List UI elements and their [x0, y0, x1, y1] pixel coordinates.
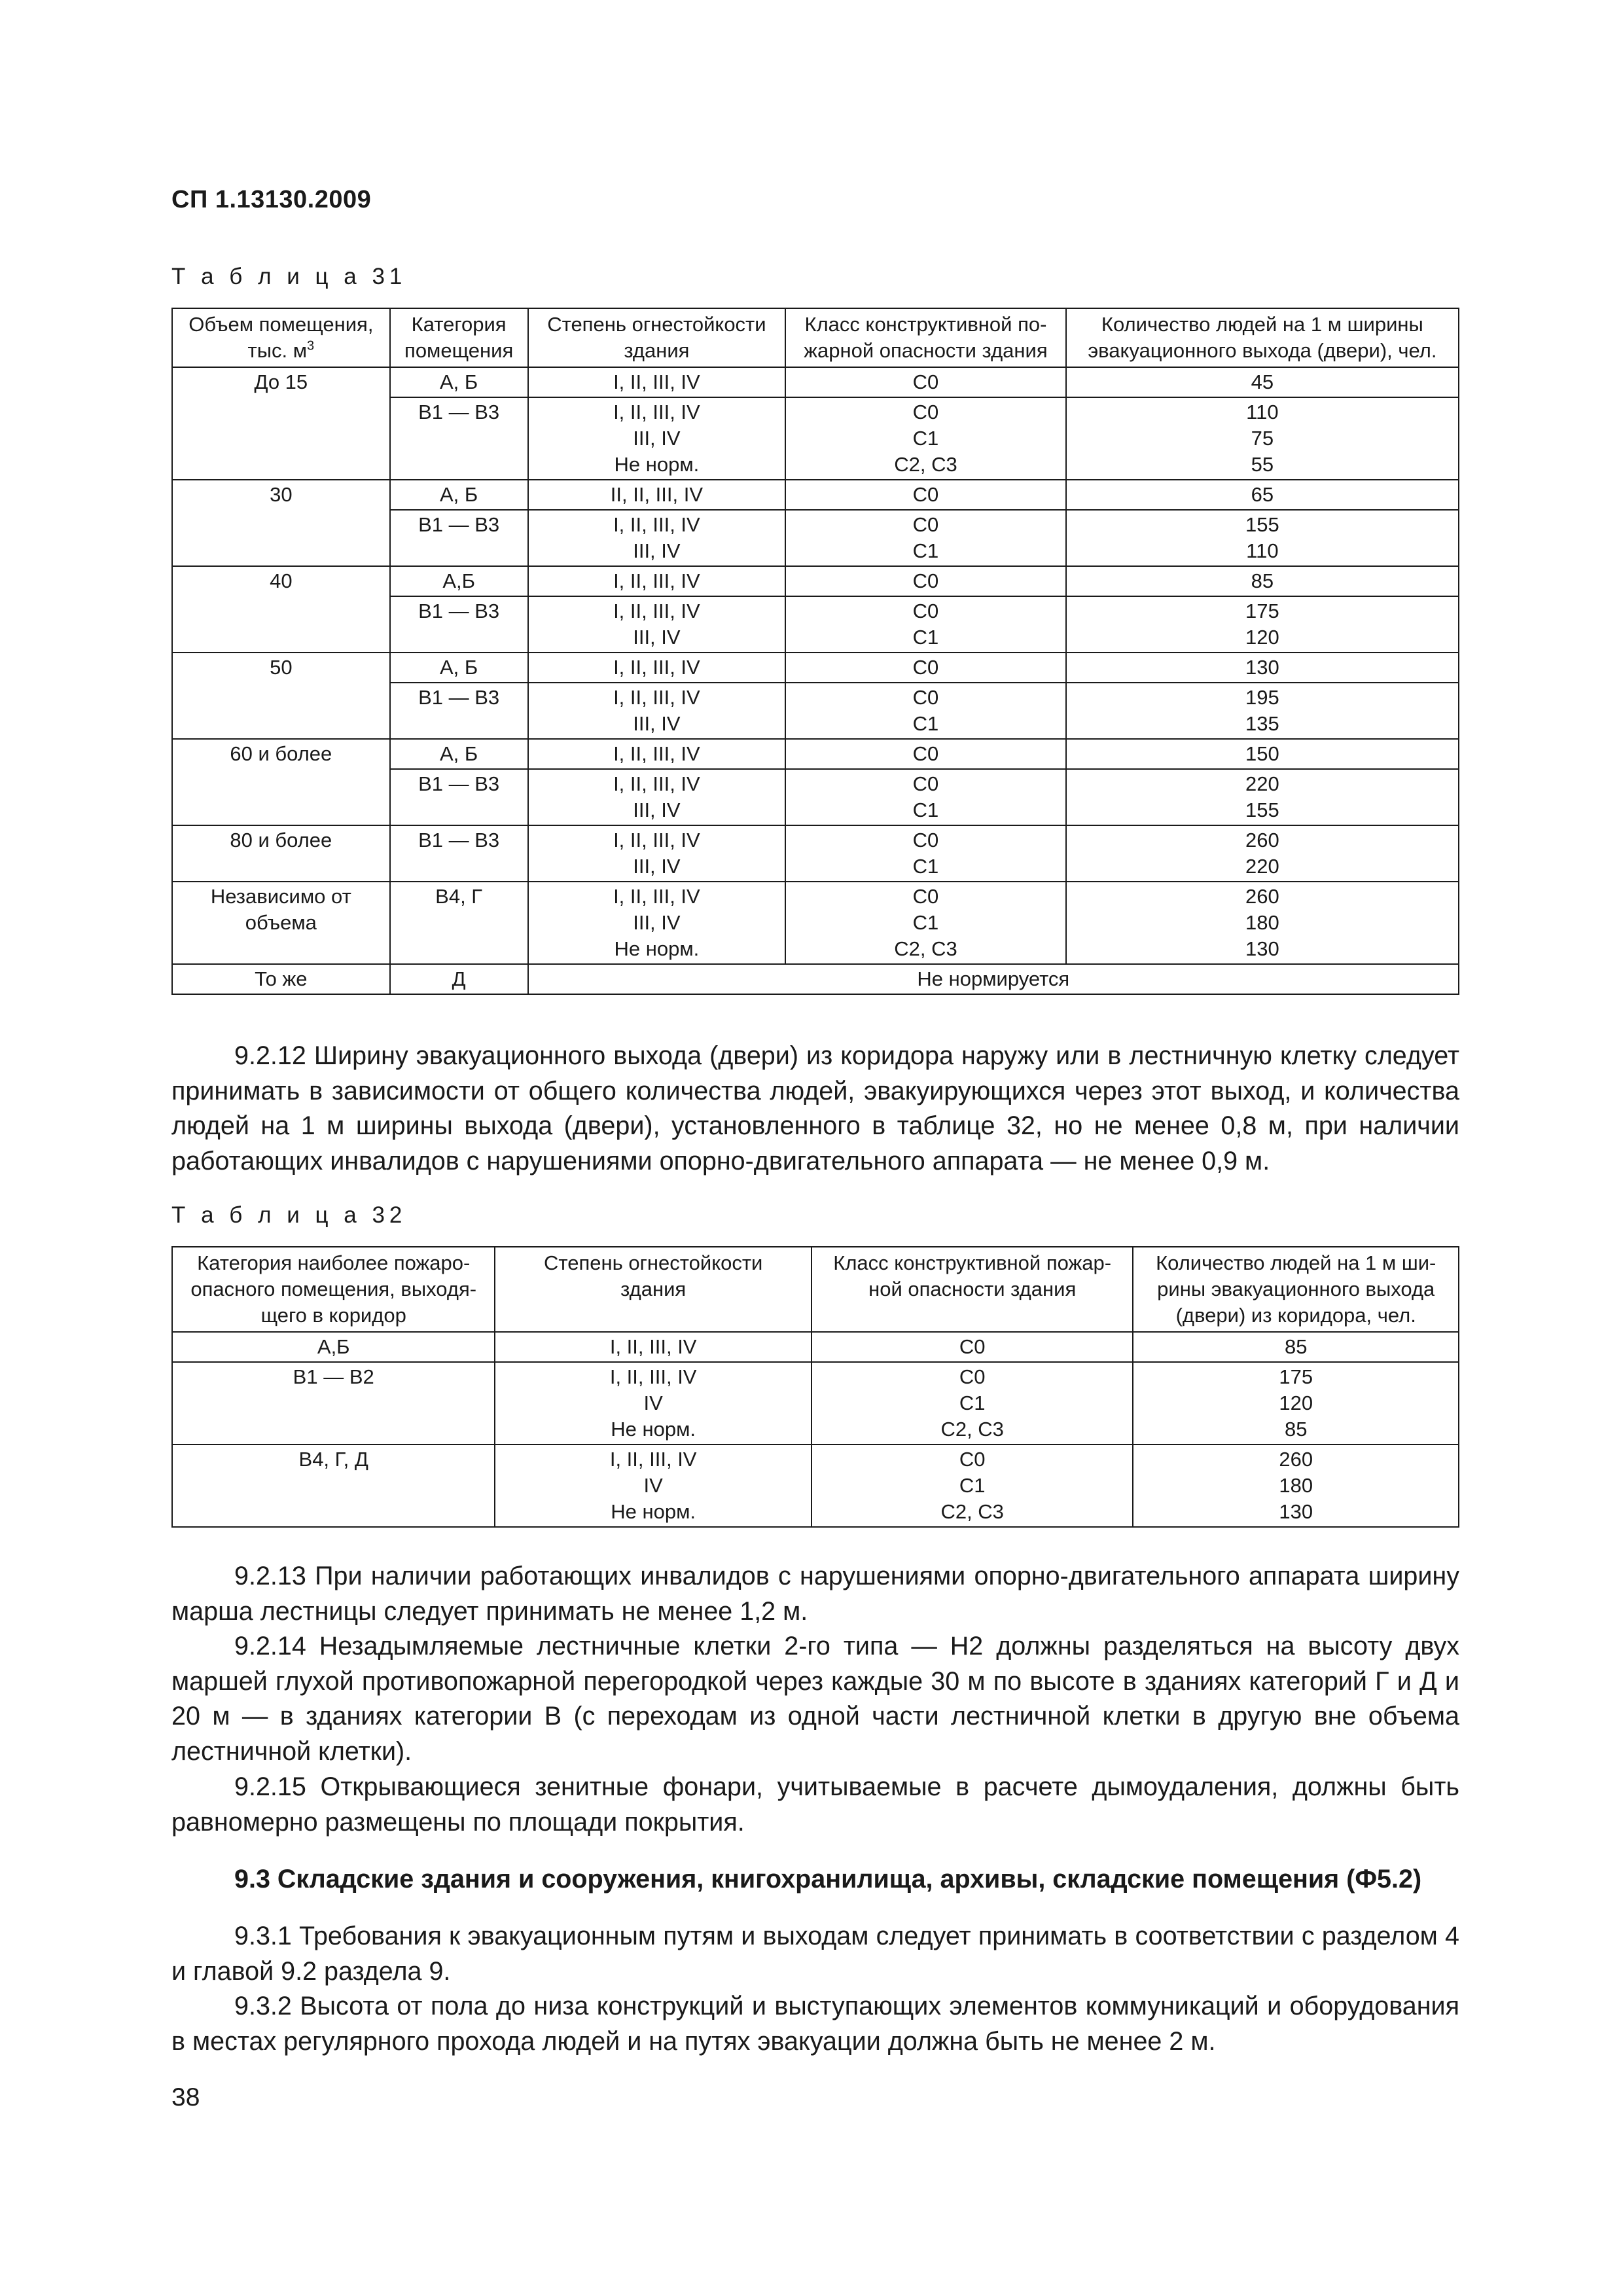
table-cell-fire-resistance: I, II, III, IV — [528, 566, 786, 596]
table-cell-structural-class: С0 — [785, 653, 1066, 683]
table-cell-volume — [172, 596, 390, 653]
table-cell-category: А, Б — [390, 653, 528, 683]
table-row — [172, 882, 1459, 964]
table-cell-people: 85 — [1133, 1332, 1459, 1362]
table-cell-people: 155 110 — [1066, 510, 1459, 566]
paragraph-9-3-1: 9.3.1 Требования к эвакуационным путям и выходам следует принимать в соответствии с разделом 4 и главой 9.2 раздела 9. — [171, 1922, 1459, 1986]
table-row — [172, 964, 1459, 994]
table-row — [172, 769, 1459, 825]
table-cell-volume — [172, 683, 390, 739]
paragraph-9-2-15: 9.2.15 Открывающиеся зенитные фонари, учитываемые в расчете дымоудаления, должны быть равномерно размещены по площади покрытия. — [171, 1772, 1459, 1837]
table-cell-category: В1 — В3 — [390, 397, 528, 480]
table-31-header-structural-class: Класс конструктивной по- жарной опасности здания — [785, 308, 1066, 367]
table-cell-category: В1 — В2 — [172, 1362, 495, 1444]
section-heading-9-3: 9.3 Складские здания и сооружения, книгохранилища, архивы, складские помещения (Ф5.2) — [234, 1865, 1422, 1893]
table-cell-category: В1 — В3 — [390, 825, 528, 882]
table-cell-fire-resistance: I, II, III, IV III, IV — [528, 596, 786, 653]
table-cell-people: 260 220 — [1066, 825, 1459, 882]
table-cell-structural-class: С0 С1 — [785, 510, 1066, 566]
table-cell-people: 220 155 — [1066, 769, 1459, 825]
table-31-header-people: Количество людей на 1 м ширины эвакуационного выхода (двери), чел. — [1066, 308, 1459, 367]
table-cell-structural-class: С0 С1 С2, С3 — [785, 397, 1066, 480]
table-cell-people: 260 180 130 — [1133, 1444, 1459, 1527]
table-row — [172, 739, 1459, 769]
table-32 — [171, 1246, 1459, 1528]
table-cell-structural-class: С0 С1 С2, С3 — [812, 1444, 1133, 1527]
table-cell-fire-resistance: I, II, III, IV IV Не норм. — [495, 1444, 812, 1527]
table-31 — [171, 308, 1459, 995]
paragraph-9-2-14: 9.2.14 Незадымляемые лестничные клетки 2-го типа — Н2 должны разделяться на высоту двух маршей глухой противопожарной перегородкой через каждые 30 м по высоте в зданиях категорий Г и Д и 20 м — в зданиях категории В (с переходам из одной части лестничной клетки в другую вне объема лестничной клетки). — [171, 1632, 1459, 1766]
table-cell-category: В1 — В3 — [390, 769, 528, 825]
table-cell-volume: 30 — [172, 480, 390, 510]
table-row — [172, 510, 1459, 566]
table-cell-category: А,Б — [172, 1332, 495, 1362]
table-row — [172, 653, 1459, 683]
table-cell-fire-resistance: I, II, III, IV III, IV Не норм. — [528, 882, 786, 964]
table-31-header-category: Категория помещения — [390, 308, 528, 367]
table-row — [172, 683, 1459, 739]
table-31-caption: Т а б л и ц а 31 — [171, 264, 407, 289]
table-cell-category: В1 — В3 — [390, 596, 528, 653]
table-31-header-row — [172, 308, 1459, 367]
table-cell-category: А, Б — [390, 367, 528, 397]
paragraph-9-2-13: 9.2.13 При наличии работающих инвалидов с нарушениями опорно-двигательного аппарата ширину марша лестницы следует принимать не менее 1,2 м. — [171, 1562, 1459, 1626]
table-cell-category: А, Б — [390, 739, 528, 769]
table-cell-category: В1 — В3 — [390, 510, 528, 566]
table-31-header-fire-resistance: Степень огнестойкости здания — [528, 308, 786, 367]
table-32-header-row — [172, 1247, 1459, 1332]
table-cell-structural-class: С0 — [785, 480, 1066, 510]
table-cell-volume: 80 и более — [172, 825, 390, 882]
table-cell-not-regulated: Не нормируется — [528, 964, 1459, 994]
table-row — [172, 1362, 1459, 1444]
table-cell-category: А,Б — [390, 566, 528, 596]
table-cell-structural-class: С0 С1 — [785, 683, 1066, 739]
table-cell-people: 110 75 55 — [1066, 397, 1459, 480]
table-cell-volume: До 15 — [172, 367, 390, 397]
table-cell-people: 150 — [1066, 739, 1459, 769]
table-cell-fire-resistance: I, II, III, IV III, IV — [528, 683, 786, 739]
table-cell-people: 85 — [1066, 566, 1459, 596]
table-cell-category: В1 — В3 — [390, 683, 528, 739]
table-cell-people: 130 — [1066, 653, 1459, 683]
table-cell-fire-resistance: I, II, III, IV IV Не норм. — [495, 1362, 812, 1444]
table-cell-structural-class: С0 — [812, 1332, 1133, 1362]
table-cell-fire-resistance: I, II, III, IV — [495, 1332, 812, 1362]
table-row — [172, 367, 1459, 397]
document-code: СП 1.13130.2009 — [171, 186, 372, 213]
table-cell-volume — [172, 769, 390, 825]
table-cell-people: 195 135 — [1066, 683, 1459, 739]
table-cell-category: В4, Г, Д — [172, 1444, 495, 1527]
table-cell-people: 175 120 85 — [1133, 1362, 1459, 1444]
table-cell-volume: 50 — [172, 653, 390, 683]
table-cell-volume: То же — [172, 964, 390, 994]
table-cell-structural-class: С0 С1 С2, С3 — [785, 882, 1066, 964]
table-row — [172, 1444, 1459, 1527]
table-cell-structural-class: С0 С1 С2, С3 — [812, 1362, 1133, 1444]
table-cell-structural-class: С0 С1 — [785, 769, 1066, 825]
table-cell-fire-resistance: I, II, III, IV — [528, 653, 786, 683]
table-32-header-people: Количество людей на 1 м ши- рины эвакуационного выхода (двери) из коридора, чел. — [1133, 1247, 1459, 1332]
table-cell-people: 65 — [1066, 480, 1459, 510]
table-32-header-fire-resistance: Степень огнестойкости здания — [495, 1247, 812, 1332]
table-cell-category: В4, Г — [390, 882, 528, 964]
table-cell-volume: 40 — [172, 566, 390, 596]
table-cell-structural-class: С0 — [785, 739, 1066, 769]
table-cell-volume: Независимо от объема — [172, 882, 390, 964]
paragraph-9-3-2: 9.3.2 Высота от пола до низа конструкций и выступающих элементов коммуникаций и оборудования в местах регулярного прохода людей и на путях эвакуации должна быть не менее 2 м. — [171, 1992, 1459, 2056]
table-cell-fire-resistance: I, II, III, IV III, IV Не норм. — [528, 397, 786, 480]
table-cell-volume: 60 и более — [172, 739, 390, 769]
table-cell-fire-resistance: I, II, III, IV III, IV — [528, 769, 786, 825]
table-row — [172, 397, 1459, 480]
table-cell-structural-class: С0 С1 — [785, 596, 1066, 653]
table-cell-fire-resistance: I, II, III, IV — [528, 739, 786, 769]
page-number: 38 — [171, 2083, 200, 2111]
table-32-header-structural-class: Класс конструктивной пожар- ной опасности здания — [812, 1247, 1133, 1332]
paragraph-9-2-12: 9.2.12 Ширину эвакуационного выхода (двери) из коридора наружу или в лестничную клетку следует принимать в зависимости от общего количества людей, эвакуирующихся через этот выход, и количества людей на 1 м ширины выхода (двери), установленного в таблице 32, но не менее 0,8 м, при наличии работающих инвалидов с нарушениями опорно-двигательного аппарата — не менее 0,9 м. — [171, 1041, 1459, 1175]
table-cell-volume — [172, 397, 390, 480]
table-cell-people: 45 — [1066, 367, 1459, 397]
table-cell-volume — [172, 510, 390, 566]
table-row — [172, 825, 1459, 882]
table-31-header-volume: Объем помещения, тыс. $м^3$ — [172, 308, 390, 367]
table-cell-fire-resistance: I, II, III, IV III, IV — [528, 825, 786, 882]
table-row — [172, 480, 1459, 510]
table-row — [172, 566, 1459, 596]
table-cell-fire-resistance: I, II, III, IV III, IV — [528, 510, 786, 566]
table-32-header-category: Категория наиболее пожаро- опасного помещения, выходя- щего в коридор — [172, 1247, 495, 1332]
table-cell-structural-class: С0 — [785, 566, 1066, 596]
table-cell-people: 175 120 — [1066, 596, 1459, 653]
table-cell-structural-class: С0 — [785, 367, 1066, 397]
table-cell-fire-resistance: II, II, III, IV — [528, 480, 786, 510]
table-32-caption: Т а б л и ц а 32 — [171, 1202, 407, 1228]
table-cell-category: А, Б — [390, 480, 528, 510]
table-cell-fire-resistance: I, II, III, IV — [528, 367, 786, 397]
table-cell-category: Д — [390, 964, 528, 994]
table-cell-people: 260 180 130 — [1066, 882, 1459, 964]
table-cell-structural-class: С0 С1 — [785, 825, 1066, 882]
table-row — [172, 1332, 1459, 1362]
table-row — [172, 596, 1459, 653]
